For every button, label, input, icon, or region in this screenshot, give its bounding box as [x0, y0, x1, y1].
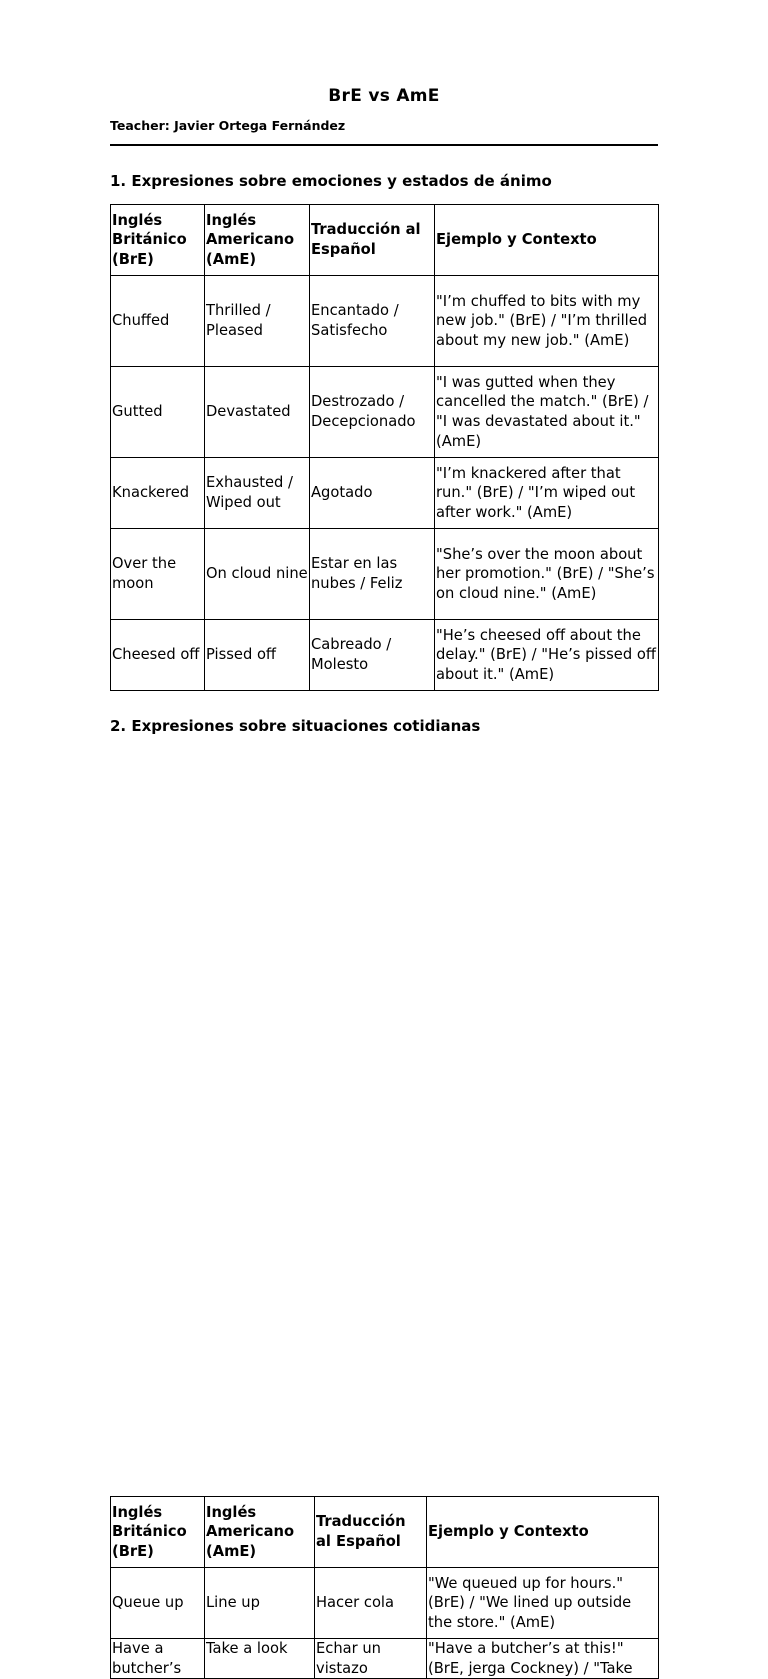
column-header: Ejemplo y Contexto: [435, 205, 659, 276]
bre-cell: Cheesed off: [111, 620, 205, 691]
table-header-row: [111, 205, 659, 276]
column-header: Inglés Británico (BrE): [111, 205, 205, 276]
ame-cell: Thrilled / Pleased: [205, 276, 310, 367]
translation-cell: Encantado / Satisfecho: [310, 276, 435, 367]
table-row: [111, 1568, 659, 1639]
section-heading-everyday: 2. Expresiones sobre situaciones cotidianas: [110, 717, 481, 735]
table-row: [111, 529, 659, 620]
translation-cell: Estar en las nubes / Feliz: [310, 529, 435, 620]
column-header: Inglés Británico (BrE): [111, 1497, 205, 1568]
example-cell: "Have a butcher’s at this!" (BrE, jerga Cockney) / "Take: [427, 1639, 659, 1679]
translation-cell: Agotado: [310, 458, 435, 529]
column-header: Ejemplo y Contexto: [427, 1497, 659, 1568]
table-row: [111, 1639, 659, 1679]
bre-cell: Knackered: [111, 458, 205, 529]
example-cell: "He’s cheesed off about the delay." (BrE) / "He’s pissed off about it." (AmE): [435, 620, 659, 691]
column-header: Inglés Americano (AmE): [205, 205, 310, 276]
ame-cell: Devastated: [205, 367, 310, 458]
ame-cell: Exhausted / Wiped out: [205, 458, 310, 529]
everyday-table: [110, 1496, 659, 1679]
table-row: [111, 620, 659, 691]
table-row: [111, 367, 659, 458]
divider: [110, 144, 658, 146]
bre-cell: Chuffed: [111, 276, 205, 367]
document-title: BrE vs AmE: [328, 86, 440, 106]
bre-cell: Have a butcher’s: [111, 1639, 205, 1679]
table-row: [111, 458, 659, 529]
everyday-table-wrapper: [110, 748, 660, 1677]
column-header: Inglés Americano (AmE): [205, 1497, 315, 1568]
example-cell: "She’s over the moon about her promotion." (BrE) / "She’s on cloud nine." (AmE): [435, 529, 659, 620]
bre-cell: Gutted: [111, 367, 205, 458]
translation-cell: Hacer cola: [315, 1568, 427, 1639]
ame-cell: Take a look: [205, 1639, 315, 1679]
bre-cell: Queue up: [111, 1568, 205, 1639]
bre-cell: Over the moon: [111, 529, 205, 620]
example-cell: "We queued up for hours." (BrE) / "We lined up outside the store." (AmE): [427, 1568, 659, 1639]
translation-cell: Echar un vistazo: [315, 1639, 427, 1679]
emotions-table: [110, 204, 659, 691]
table-header-row: [111, 1497, 659, 1568]
example-cell: "I’m chuffed to bits with my new job." (BrE) / "I’m thrilled about my new job." (AmE): [435, 276, 659, 367]
column-header: Traducción al Español: [310, 205, 435, 276]
ame-cell: On cloud nine: [205, 529, 310, 620]
translation-cell: Cabreado / Molesto: [310, 620, 435, 691]
example-cell: "I was gutted when they cancelled the match." (BrE) / "I was devastated about it." (AmE): [435, 367, 659, 458]
section-heading-emotions: 1. Expresiones sobre emociones y estados de ánimo: [110, 172, 552, 190]
translation-cell: Destrozado / Decepcionado: [310, 367, 435, 458]
example-cell: "I’m knackered after that run." (BrE) / "I’m wiped out after work." (AmE): [435, 458, 659, 529]
ame-cell: Pissed off: [205, 620, 310, 691]
table-row: [111, 276, 659, 367]
ame-cell: Line up: [205, 1568, 315, 1639]
teacher-line: Teacher: Javier Ortega Fernández: [110, 118, 346, 133]
column-header: Traducción al Español: [315, 1497, 427, 1568]
